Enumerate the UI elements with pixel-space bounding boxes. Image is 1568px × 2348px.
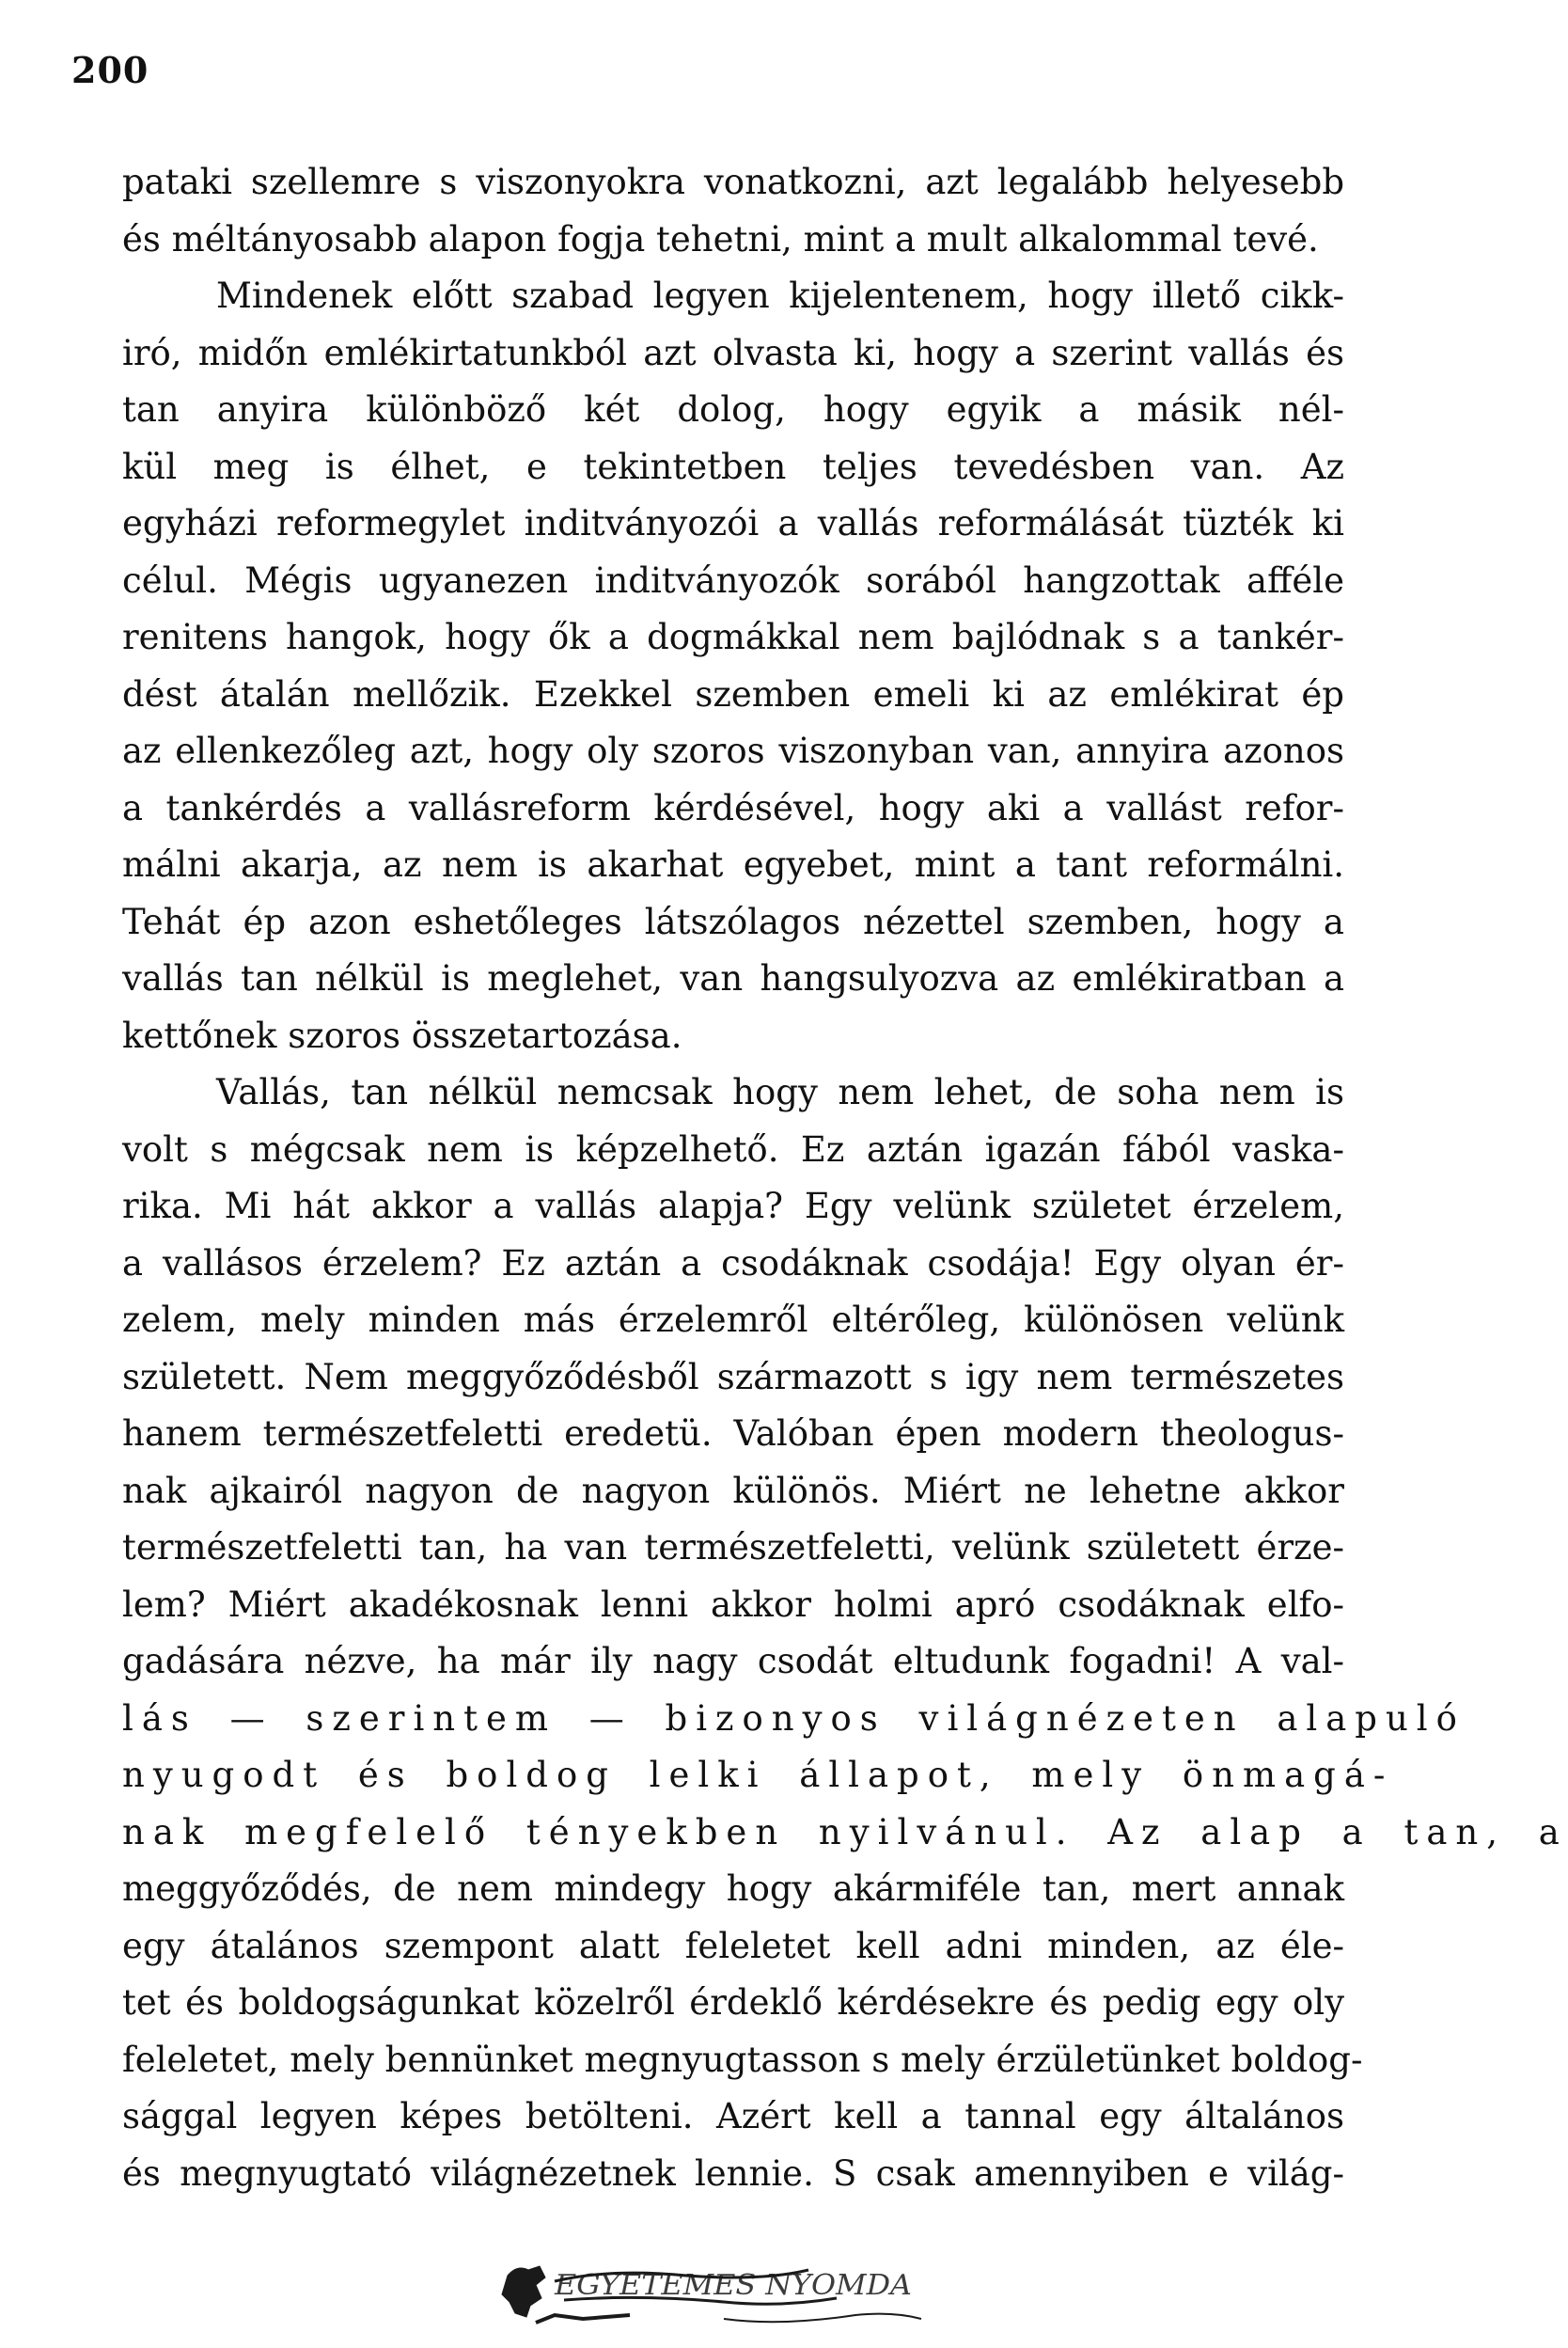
text-line: nak ajkairól nagyon de nagyon különös. Miért ne lehetne akkor <box>122 1470 1344 1511</box>
text-line: renitens hangok, hogy ők a dogmákkal nem bajlódnak s a tankér- <box>122 617 1344 657</box>
text-line: meggyőződés, de nem mindegy hogy akármiféle tan, mert annak <box>122 1868 1344 1909</box>
text-line: egy átalános szempont alatt feleletet kell adni minden, az éle- <box>122 1925 1344 1966</box>
text-line: az ellenkezőleg azt, hogy oly szoros viszonyban van, annyira azonos <box>122 731 1344 771</box>
text-line: feleletet, mely bennünket megnyugtasson s mely érzületünket boldog- <box>122 2039 1363 2080</box>
text-line: lás — szerintem — bizonyos világnézeten alapuló <box>122 1697 1466 1739</box>
text-line: Tehát ép azon eshetőleges látszólagos nézettel szemben, hogy a <box>122 901 1344 942</box>
text-line: és megnyugtató világnézetnek lennie. S csak amennyiben e világ- <box>122 2152 1344 2194</box>
body-text <box>122 154 1568 2202</box>
text-line: nak megfelelő tényekben nyilvánul. Az alap a tan, a <box>122 1811 1568 1852</box>
text-line: volt s mégcsak nem is képzelhető. Ez aztán igazán fából vaska- <box>122 1128 1344 1170</box>
text-line: zelem, mely minden más érzelemről eltérőleg, különösen velünk <box>122 1300 1344 1340</box>
text-line: tet és boldogságunkat közelről érdeklő kérdésekre és pedig egy oly <box>122 1982 1344 2023</box>
text-line: lem? Miért akadékosnak lenni akkor holmi apró csodáknak elfo- <box>122 1584 1344 1625</box>
page-number: 200 <box>71 49 149 91</box>
text-line: dést átalán mellőzik. Ezekkel szemben emeli ki az emlékirat ép <box>122 673 1344 715</box>
text-line: málni akarja, az nem is akarhat egyebet, mint a tant reformálni. <box>122 844 1344 885</box>
text-line: kettőnek szoros összetartozása. <box>122 1015 682 1056</box>
text-line: és méltányosabb alapon fogja tehetni, mint a mult alkalommal tevé. <box>122 218 1319 260</box>
text-line: Vallás, tan nélkül nemcsak hogy nem lehet, de soha nem is <box>216 1072 1344 1112</box>
text-line: a vallásos érzelem? Ez aztán a csodáknak csodája! Egy olyan ér- <box>122 1242 1344 1284</box>
text-line: kül meg is élhet, e tekintetben teljes tevedésben van. Az <box>122 446 1344 487</box>
text-line: Mindenek előtt szabad legyen kijelentenem, hogy illető cikk- <box>216 276 1344 316</box>
library-stamp <box>498 2257 940 2332</box>
text-line: természetfeletti tan, ha van természetfeletti, velünk született érze- <box>122 1527 1344 1568</box>
stamp-text: EGYETEMES NYOMDA <box>553 2269 912 2302</box>
text-line: iró, midőn emlékirtatunkból azt olvasta ki, hogy a szerint vallás és <box>122 332 1344 373</box>
text-line: tan anyira különböző két dolog, hogy egyik a másik nél- <box>122 389 1344 430</box>
text-line: született. Nem meggyőződésből származott s igy nem természetes <box>122 1356 1344 1397</box>
text-line: a tankérdés a vallásreform kérdésével, hogy aki a vallást refor- <box>122 787 1344 828</box>
text-line: egyházi reformegylet inditványozói a vallás reformálását tüzték ki <box>122 503 1344 544</box>
text-line: pataki szellemre s viszonyokra vonatkozni, azt legalább helyesebb <box>122 162 1344 202</box>
text-line: gadására nézve, ha már ily nagy csodát eltudunk fogadni! A val- <box>122 1641 1344 1681</box>
text-line: sággal legyen képes betölteni. Azért kell a tannal egy általános <box>122 2096 1344 2136</box>
text-line: vallás tan nélkül is meglehet, van hangsulyozva az emlékiratban a <box>122 958 1344 999</box>
text-line: hanem természetfeletti eredetü. Valóban épen modern theologus- <box>122 1413 1344 1454</box>
text-line: nyugodt és boldog lelki állapot, mely önmagá- <box>122 1755 1394 1795</box>
text-line: célul. Mégis ugyanezen inditványozók sorából hangzottak afféle <box>122 559 1344 601</box>
text-line: rika. Mi hát akkor a vallás alapja? Egy velünk születet érzelem, <box>122 1186 1344 1226</box>
